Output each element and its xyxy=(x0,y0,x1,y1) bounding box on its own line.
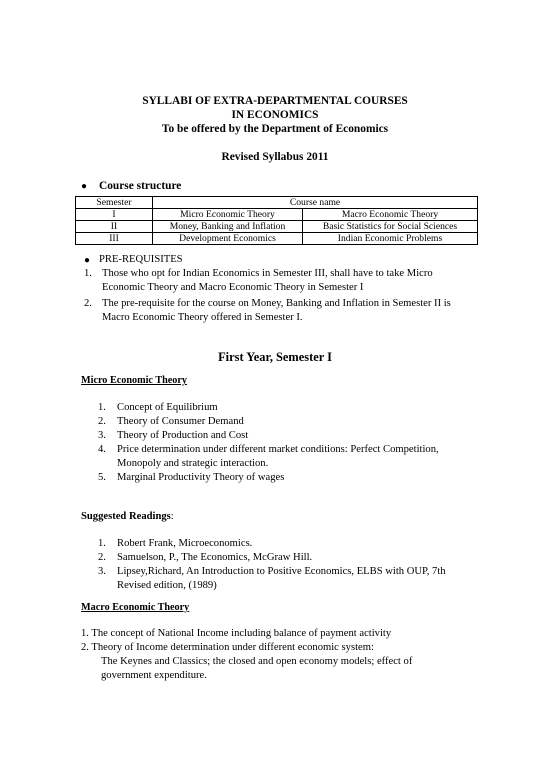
list-number: 1. xyxy=(98,402,106,413)
table-row xyxy=(76,209,478,221)
suggested-readings-label: Suggested Readings xyxy=(81,511,171,522)
list-item-continuation: Monopoly and strategic interaction. xyxy=(117,458,269,469)
table-header-cell: Semester xyxy=(76,197,153,209)
bullet-icon: ● xyxy=(84,255,91,266)
list-item: Concept of Equilibrium xyxy=(117,402,218,413)
list-item-continuation: Economic Theory and Macro Economic Theory in Semester I xyxy=(102,282,364,293)
doc-title-line1: SYLLABI OF EXTRA-DEPARTMENTAL COURSES xyxy=(142,95,408,107)
table-cell: Indian Economic Problems xyxy=(303,233,478,245)
table-cell: Development Economics xyxy=(153,233,303,245)
list-item: 2. Theory of Income determination under different economic system: xyxy=(81,642,374,653)
doc-title-line2: IN ECONOMICS xyxy=(231,109,319,121)
table-cell: I xyxy=(76,209,153,221)
table-cell: Money, Banking and Inflation xyxy=(153,221,303,233)
list-number: 4. xyxy=(98,444,106,455)
table-row xyxy=(76,221,478,233)
table-header-cell: Course name xyxy=(153,197,478,209)
list-item: Theory of Production and Cost xyxy=(117,430,249,441)
list-number: 1. xyxy=(98,538,106,549)
list-item: Lipsey,Richard, An Introduction to Positive Economics, ELBS with OUP, 7th xyxy=(117,566,446,577)
table-cell: III xyxy=(76,233,153,245)
revised-syllabus-heading: Revised Syllabus 2011 xyxy=(221,151,329,163)
list-number: 3. xyxy=(98,430,106,441)
list-number: 2. xyxy=(98,416,106,427)
list-number: 2. xyxy=(98,552,106,563)
course-structure-table xyxy=(75,196,478,245)
list-item-continuation: The Keynes and Classics; the closed and open economy models; effect of xyxy=(101,656,413,667)
table-row xyxy=(76,233,478,245)
list-item: Theory of Consumer Demand xyxy=(117,416,244,427)
doc-title-line3: To be offered by the Department of Economics xyxy=(161,123,389,135)
table-cell: Micro Economic Theory xyxy=(153,209,303,221)
list-item-continuation: Revised edition, (1989) xyxy=(117,580,217,591)
suggested-readings-heading xyxy=(81,510,174,524)
macro-theory-title: Macro Economic Theory xyxy=(81,602,190,613)
list-item: Price determination under different market conditions: Perfect Competition, xyxy=(117,444,439,455)
table-cell: Basic Statistics for Social Sciences xyxy=(303,221,478,233)
list-item: The pre-requisite for the course on Money, Banking and Inflation in Semester II is xyxy=(102,298,451,309)
first-year-heading: First Year, Semester I xyxy=(218,350,332,364)
table-cell: Macro Economic Theory xyxy=(303,209,478,221)
list-item: Marginal Productivity Theory of wages xyxy=(117,472,285,483)
table-cell: II xyxy=(76,221,153,233)
table-header-row xyxy=(76,197,478,209)
list-item: Robert Frank, Microeconomics. xyxy=(117,538,253,549)
course-structure-heading: Course structure xyxy=(99,180,182,192)
list-item-continuation: Macro Economic Theory offered in Semester I. xyxy=(102,312,303,323)
list-item: Samuelson, P., The Economics, McGraw Hill. xyxy=(117,552,313,563)
list-number: 5. xyxy=(98,472,106,483)
list-number: 3. xyxy=(98,566,106,577)
list-item-continuation: government expenditure. xyxy=(101,670,207,681)
list-number: 1. xyxy=(84,268,92,279)
prerequisites-heading: PRE-REQUISITES xyxy=(99,254,183,265)
bullet-icon: ● xyxy=(81,181,88,192)
list-item: Those who opt for Indian Economics in Semester III, shall have to take Micro xyxy=(102,268,433,279)
list-number: 2. xyxy=(84,298,92,309)
list-item: 1. The concept of National Income including balance of payment activity xyxy=(81,628,392,639)
micro-theory-title: Micro Economic Theory xyxy=(81,375,188,386)
heading-colon: : xyxy=(170,511,174,522)
